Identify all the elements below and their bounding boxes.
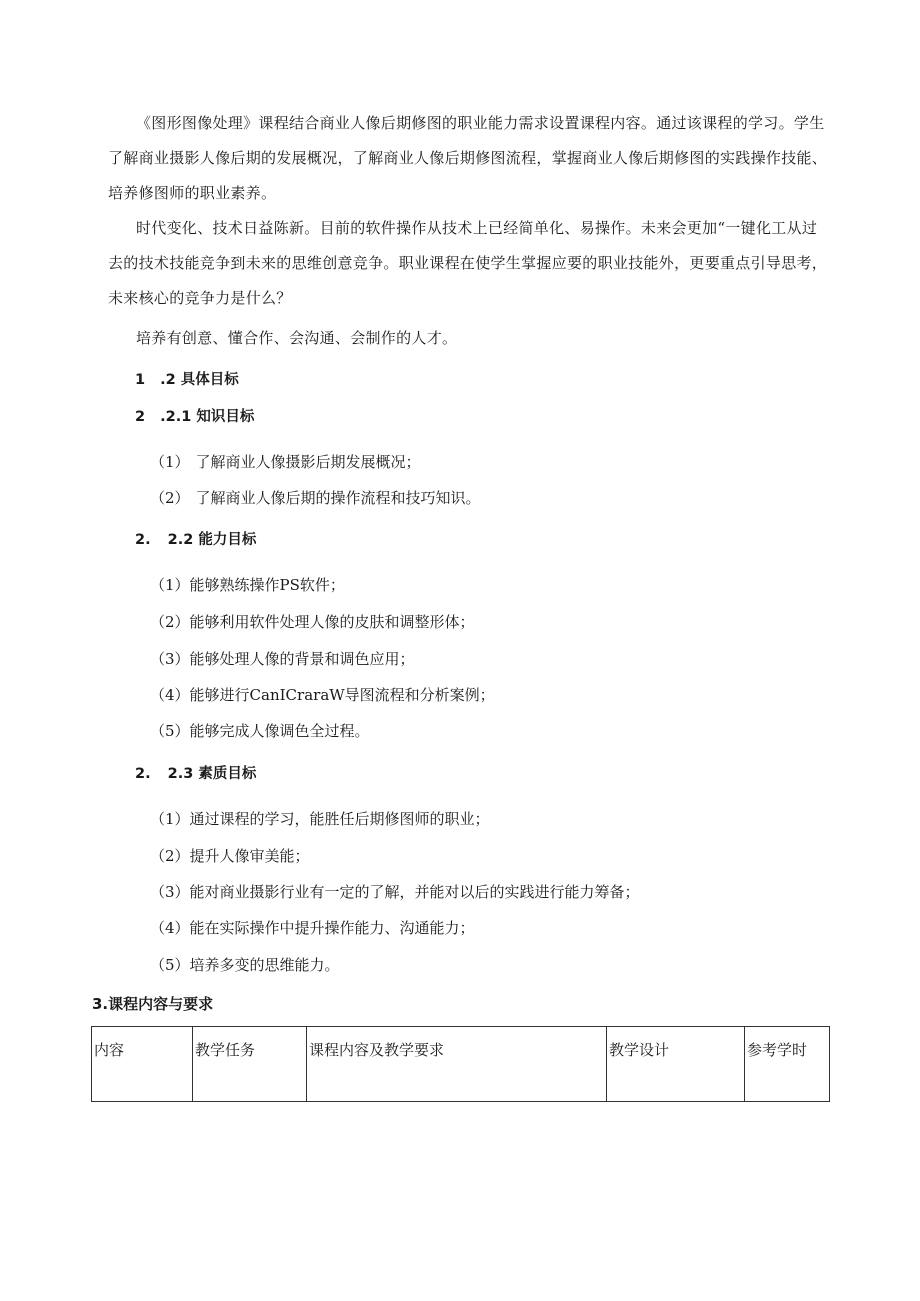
heading-title: .2 具体目标	[160, 372, 239, 388]
heading-2-2-1	[135, 405, 254, 426]
heading-title: .2.1 知识目标	[160, 409, 255, 425]
heading-number: 2.	[135, 532, 151, 548]
item-text: 培养多变的思维能力。	[189, 956, 340, 974]
intro-paragraph-2: 时代变化、技术日益陈新。目前的软件操作从技术上已经简单化、易操作。未来会更加“一键化工从过去的技术技能竞争到未来的思维创意竞争。职业课程在使学生掌握应要的职业技能外，更要重点引导思考，未来核心的竞争力是什么？	[108, 219, 828, 307]
heading-1-2	[135, 368, 239, 389]
item-number: （2）	[150, 613, 190, 631]
header-course-requirements: 课程内容及教学要求	[307, 1027, 607, 1102]
intro-paragraph-1: 《图形图像处理》课程结合商业人像后期修图的职业能力需求设置课程内容。通过该课程的学习。学生了解商业摄影人像后期的发展概况，了解商业人像后期修图流程，掌握商业人像后期修图的实践操作技能、培养修图师的职业素养。	[108, 114, 828, 202]
item-text: 能够利用软件处理人像的皮肤和调整形体；	[189, 613, 475, 631]
header-teaching-design: 教学设计	[607, 1027, 745, 1102]
quality-item-5	[150, 954, 340, 975]
heading-title: 2.3 素质目标	[167, 766, 257, 782]
ability-item-4	[150, 684, 495, 705]
quality-item-3	[150, 881, 640, 902]
heading-title: 2.2 能力目标	[167, 532, 257, 548]
intro-paragraph-3: 培养有创意、懂合作、会沟通、会制作的人才。	[136, 329, 458, 347]
item-number: （1）	[150, 576, 190, 594]
item-text: 能够熟练操作PS软件；	[189, 576, 345, 594]
heading-3-course-content: 3.课程内容与要求	[92, 995, 214, 1013]
knowledge-item-1	[150, 451, 421, 472]
item-number: （3）	[150, 883, 190, 901]
item-number: （1）	[150, 453, 190, 471]
ability-item-3	[150, 648, 415, 669]
item-text: 能够处理人像的背景和调色应用；	[189, 650, 415, 668]
quality-item-1	[150, 808, 490, 829]
ability-item-5	[150, 720, 370, 741]
quality-item-2	[150, 845, 310, 866]
item-number: （1）	[150, 810, 190, 828]
item-number: （2）	[150, 847, 190, 865]
item-text: 了解商业人像摄影后期发展概况；	[195, 453, 421, 471]
item-number: （4）	[150, 919, 190, 937]
header-reference-hours: 参考学时	[745, 1027, 830, 1102]
heading-2-2-3	[135, 762, 256, 783]
item-number: （3）	[150, 650, 190, 668]
item-text: 能够完成人像调色全过程。	[189, 722, 370, 740]
knowledge-item-2	[150, 487, 481, 508]
item-text: 能对商业摄影行业有一定的了解，并能对以后的实践进行能力筹备；	[189, 883, 640, 901]
item-number: （2）	[150, 489, 190, 507]
heading-number: 2.	[135, 766, 151, 782]
table-header-row	[92, 1027, 830, 1102]
ability-item-2	[150, 611, 475, 632]
item-number: （5）	[150, 956, 190, 974]
header-content: 内容	[92, 1027, 193, 1102]
ability-item-1	[150, 574, 345, 595]
item-number: （4）	[150, 686, 190, 704]
course-requirements-table	[91, 1026, 830, 1102]
header-teaching-task: 教学任务	[193, 1027, 307, 1102]
item-text: 提升人像审美能；	[189, 847, 310, 865]
item-text: 能够进行CanICraraW导图流程和分析案例；	[189, 686, 495, 704]
item-text: 能在实际操作中提升操作能力、沟通能力；	[189, 919, 475, 937]
heading-number: 2	[135, 409, 146, 425]
item-text: 了解商业人像后期的操作流程和技巧知识。	[195, 489, 481, 507]
heading-number: 1	[135, 372, 146, 388]
heading-2-2-2	[135, 528, 256, 549]
item-text: 通过课程的学习，能胜任后期修图师的职业；	[189, 810, 490, 828]
item-number: （5）	[150, 722, 190, 740]
quality-item-4	[150, 917, 475, 938]
